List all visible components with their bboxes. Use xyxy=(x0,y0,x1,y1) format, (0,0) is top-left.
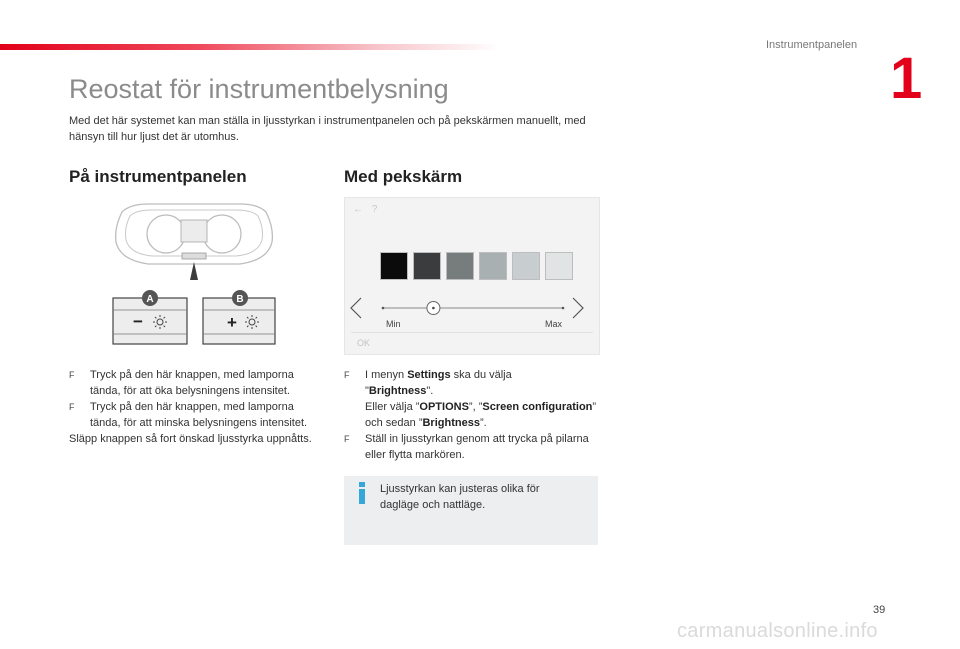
slider-knob xyxy=(427,302,440,315)
slider-max-label: Max xyxy=(545,319,563,329)
button-a-label: A xyxy=(146,294,154,305)
item-text: Tryck på den här knappen, med lamporna tända, för att minska belysningens intensitet. xyxy=(90,401,308,429)
text-run: ”, ” xyxy=(468,401,483,413)
list-item xyxy=(344,367,598,431)
list-item xyxy=(344,431,598,463)
screen-back-row xyxy=(353,204,377,215)
text-run: " xyxy=(365,385,369,397)
screen-configuration-keyword: Screen configuration xyxy=(482,401,593,413)
list-item xyxy=(69,399,321,431)
back-arrow-icon: ← xyxy=(353,204,363,215)
brightness-swatch-1[interactable] xyxy=(380,252,408,280)
brightness-keyword: Brightness xyxy=(368,385,427,397)
watermark: carmanualsonline.info xyxy=(677,620,878,642)
text-run: ska du välja xyxy=(450,369,512,381)
chapter-label: Instrumentpanelen xyxy=(766,39,858,51)
bullet-icon: F xyxy=(69,402,75,412)
instrument-cluster-drawing xyxy=(108,198,280,346)
list-item xyxy=(69,367,321,399)
text-run: ”. xyxy=(479,417,487,429)
brightness-swatches xyxy=(380,252,573,280)
minus-symbol: − xyxy=(133,312,143,331)
brightness-swatch-2[interactable] xyxy=(413,252,441,280)
accent-stripe xyxy=(0,44,500,50)
brightness-swatch-5[interactable] xyxy=(512,252,540,280)
intro-paragraph: Med det här systemet kan man ställa in ljusstyrkan i instrumentpanelen och på pekskärmen manuellt, med hänsyn till hur ljust det är utomhus. xyxy=(69,115,586,143)
plus-symbol: + xyxy=(227,313,237,332)
text-run: Eller välja ” xyxy=(365,401,420,413)
page-title: Reostat för instrumentbelysning xyxy=(69,74,449,104)
instrument-panel-instructions xyxy=(69,367,321,447)
release-note: Släpp knappen så fort önskad ljusstyrka uppnåtts. xyxy=(69,433,312,445)
slider-min-label: Min xyxy=(386,319,401,329)
info-text: Ljusstyrkan kan justeras olika för dagläge och nattläge. xyxy=(380,483,540,511)
text-run: I menyn xyxy=(365,369,408,381)
options-keyword: OPTIONS xyxy=(419,401,469,413)
touchscreen-instructions xyxy=(344,367,598,463)
bullet-icon: F xyxy=(69,370,75,380)
screen-title-placeholder: ? xyxy=(371,204,378,215)
brightness-swatch-6[interactable] xyxy=(545,252,573,280)
text-run: ” och sedan ” xyxy=(365,401,597,429)
settings-keyword: Settings xyxy=(407,369,451,381)
item-text: Tryck på den här knappen, med lamporna tända, för att öka belysningens intensitet. xyxy=(90,369,294,397)
screen-divider xyxy=(351,332,593,333)
item-text: Ställ in ljusstyrkan genom att trycka på pilarna eller flytta markören. xyxy=(365,433,589,461)
bullet-icon: F xyxy=(344,434,350,444)
left-arrow-icon xyxy=(351,298,361,318)
brightness-swatch-3[interactable] xyxy=(446,252,474,280)
brightness-keyword: Brightness xyxy=(422,417,480,429)
section-heading-touchscreen: Med pekskärm xyxy=(344,167,463,186)
right-arrow-icon xyxy=(573,298,583,318)
info-icon xyxy=(357,482,367,504)
instrument-panel-illustration xyxy=(108,198,280,346)
button-b-label: B xyxy=(236,294,244,305)
section-heading-instrument-panel: På instrumentpanelen xyxy=(69,167,247,186)
brightness-swatch-4[interactable] xyxy=(479,252,507,280)
text-run: ". xyxy=(426,385,434,397)
brightness-screen-illustration xyxy=(344,197,600,355)
chapter-number: 1 xyxy=(890,46,923,111)
info-box xyxy=(344,476,598,545)
bullet-icon: F xyxy=(344,370,350,380)
page-number: 39 xyxy=(873,604,886,616)
ok-label: OK xyxy=(357,338,371,348)
